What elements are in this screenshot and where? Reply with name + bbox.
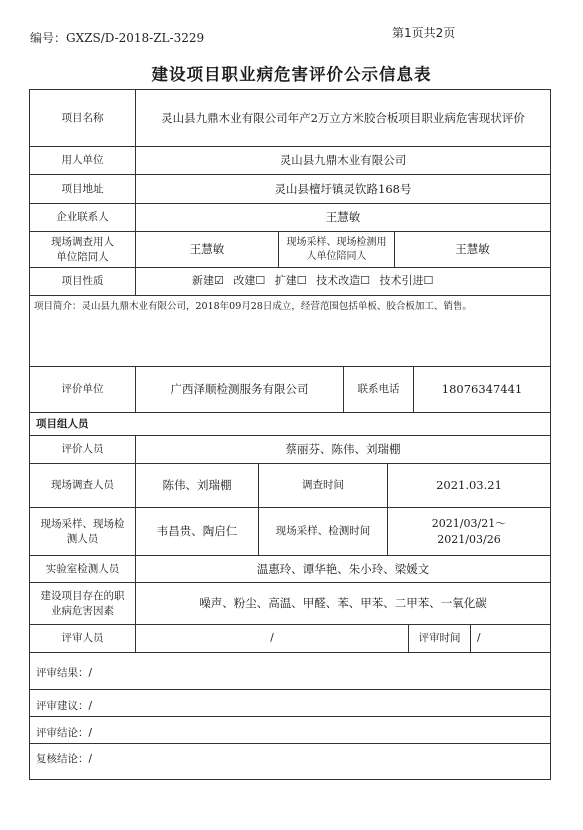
info-table — [29, 89, 551, 780]
recheck-conclusion: 复核结论：/ — [36, 752, 93, 765]
option-tech-import[interactable]: 技术引进☐ — [379, 274, 434, 287]
assessors-value: 蔡丽芬、陈伟、刘瑞棚 — [285, 442, 401, 456]
review-advice: 评审建议：/ — [36, 699, 93, 712]
hazards-label: 建设项目存在的职业病危害因素 — [40, 589, 125, 617]
employer-label: 用人单位 — [61, 154, 104, 166]
form-title: 建设项目职业病危害评价公示信息表 — [151, 65, 432, 84]
address-label: 项目地址 — [61, 182, 104, 195]
review-value: / — [270, 632, 274, 644]
lab-value: 温惠玲、谭华艳、朱小玲、梁媛文 — [256, 561, 430, 576]
address-value: 灵山县檀圩镇灵钦路168号 — [274, 181, 412, 196]
project-summary: 项目简介：灵山县九鼎木业有限公司，2018年09月28日成立，经营范围包括单板、胶合板加工、销售。 — [34, 300, 472, 312]
project-name-value: 灵山县九鼎木业有限公司年产2万立方米胶合板项目职业病危害现状评价 — [161, 110, 525, 125]
survey-escort-value: 王慧敏 — [189, 242, 225, 256]
review-label: 评审人员 — [61, 632, 104, 644]
field-survey-label: 现场调查人员 — [51, 479, 114, 491]
option-rebuild[interactable]: 改建☐ — [233, 274, 266, 287]
employer-value: 灵山县九鼎木业有限公司 — [279, 153, 407, 167]
project-name-label: 项目名称 — [61, 111, 104, 124]
lab-label: 实验室检测人员 — [45, 562, 120, 575]
contact-value: 王慧敏 — [325, 210, 361, 224]
evaluator-value: 广西泽顺检测服务有限公司 — [170, 382, 309, 396]
review-conclusion: 评审结论：/ — [36, 726, 93, 739]
sampling-label: 现场采样、现场检测人员 — [40, 517, 125, 545]
assessors-label: 评价人员 — [61, 443, 104, 455]
option-expand[interactable]: 扩建☐ — [274, 274, 307, 287]
review-time-value: / — [477, 632, 481, 644]
survey-escort-label: 现场调查用人单位陪同人 — [51, 235, 114, 263]
review-time-label: 评审时间 — [418, 632, 461, 644]
page-indicator: 第1页共2页 — [392, 26, 456, 40]
project-nature-label: 项目性质 — [61, 275, 104, 287]
sampling-escort-value: 王慧敏 — [455, 242, 490, 256]
evaluator-label: 评价单位 — [61, 383, 104, 395]
hazards-value: 噪声、粉尘、高温、甲醛、苯、甲苯、二甲苯、一氧化碳 — [199, 596, 487, 610]
sampling-time-value: 2021/03/21～2021/03/26 — [431, 516, 507, 546]
team-header: 项目组人员 — [36, 417, 89, 430]
sampling-escort-label: 现场采样、现场检测用人单位陪同人 — [286, 236, 387, 262]
survey-time-label: 调查时间 — [302, 479, 344, 491]
option-new[interactable]: 新建☑ — [192, 274, 224, 287]
field-survey-value: 陈伟、刘瑞棚 — [162, 478, 232, 492]
sampling-value: 韦昌贵、陶启仁 — [156, 524, 238, 538]
sampling-time-label: 现场采样、检测时间 — [275, 525, 371, 537]
phone-label: 联系电话 — [357, 383, 400, 395]
review-result: 评审结果：/ — [36, 666, 93, 679]
contact-label: 企业联系人 — [56, 211, 109, 223]
option-tech-upgrade[interactable]: 技术改造☐ — [316, 274, 370, 287]
survey-time-value: 2021.03.21 — [436, 478, 502, 492]
project-nature-options — [192, 272, 439, 288]
phone-value: 18076347441 — [441, 382, 523, 396]
document-number: 编号：GXZS/D-2018-ZL-3229 — [30, 31, 205, 45]
